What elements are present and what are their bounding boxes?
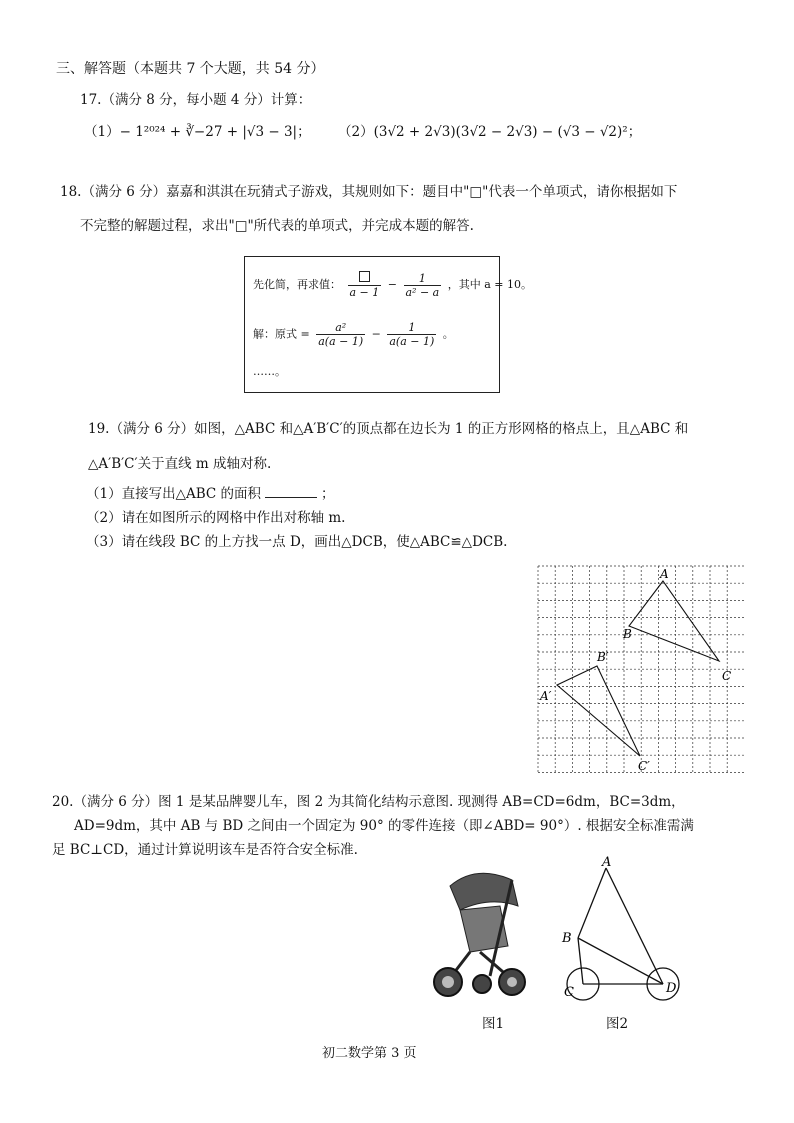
q18-box-frac1-num [348,271,382,286]
fig1-caption: 图1 [482,1016,505,1032]
q20-line1: 20.（满分 6 分）图 1 是某品牌婴儿车，图 2 为其简化结构示意图. 现测得 AB=CD=6dm，BC=3dm， [52,794,685,810]
q18-box-frac1 [348,271,382,299]
q18-box-frac2 [404,272,442,299]
q18-box-line2 [253,321,454,348]
label-C: C [722,669,732,683]
q18-box-suffix: ，其中 a = 10。 [447,278,533,291]
square-placeholder-icon [359,271,370,282]
q19-part1-end: ； [321,486,335,502]
q20-line3: 足 BC⊥CD，通过计算说明该车是否符合安全标准. [52,842,358,858]
page-footer: 初二数学第 3 页 [322,1046,417,1061]
fig2-caption: 图2 [606,1016,629,1032]
q19-part1 [86,482,335,502]
fig2-label-D: D [666,981,677,996]
q17-title: 17.（满分 8 分，每小题 4 分）计算： [80,92,312,108]
q18-box-sol-frac1-num: a² [316,321,365,335]
fig2-label-A: A [602,856,612,870]
q19-part1-text: （1）直接写出△ABC 的面积 [86,486,262,502]
q19-grid-figure [534,562,744,776]
q17-part1 [84,120,311,140]
q20-fig2 [556,856,690,1018]
q17-part1-expr: − 1²⁰²⁴ + ∛−27 + |√3 − 3|； [119,124,311,140]
q18-box-minus: − [387,278,397,291]
q18-box-sol-frac1 [316,321,365,348]
label-B: B [623,627,632,641]
q18-box-line1 [253,271,532,299]
q18-box-prefix: 先化简，再求值： [253,278,341,291]
q18-box-sol-frac2-num: 1 [387,321,436,335]
q19-line1: 19.（满分 6 分）如图，△ABC 和△A′B′C′的顶点都在边长为 1 的正方形网格的格点上，且△ABC 和 [88,421,689,437]
q20-line2: AD=9dm，其中 AB 与 BD 之间由一个固定为 90° 的零件连接（即∠ABD= 90°）. 根据安全标准需满 [74,818,694,834]
q17-part2-expr: (3√2 + 2√3)(3√2 − 2√3) − (√3 − √2)²； [373,124,642,140]
label-A1: A′ [540,689,552,703]
q18-box-sol-prefix: 解：原式 = [253,327,310,341]
square-grid [538,566,744,772]
q19-part3: （3）请在线段 BC 的上方找一点 D，画出△DCB，使△ABC≌△DCB. [86,534,508,550]
triangle-a1b1c1 [557,666,640,756]
q18-box-sol-suffix: 。 [442,327,454,341]
triangle-abc [629,581,719,661]
answer-blank [265,497,317,498]
label-A: A [660,567,669,581]
q17-part1-label: （1） [84,124,120,140]
q18-box-frac1-den: a − 1 [349,286,380,299]
q18-box-ellipsis: ……。 [253,365,286,378]
section-title: 三、解答题（本题共 7 个大题，共 54 分） [56,61,325,77]
fig2-label-B: B [562,931,572,946]
q18-line1: 18.（满分 6 分）嘉嘉和淇淇在玩猜式子游戏，其规则如下：题目中"□"代表一个单项式，请你根据如下 [60,184,678,200]
q18-box [244,256,533,393]
q18-box-sol-frac2 [387,321,436,348]
q19-part2: （2）请在如图所示的网格中作出对称轴 m. [86,510,346,526]
q18-box-sol-frac1-den: a(a − 1) [318,335,364,348]
stroller-photo-icon [420,866,532,1006]
q18-line2: 不完整的解题过程，求出"□"所代表的单项式，并完成本题的解答. [80,218,474,234]
fig2-label-C: C [564,985,574,1000]
label-C1: C′ [638,759,650,773]
q18-box-sol-frac2-den: a(a − 1) [389,335,435,348]
q18-box-frac2-num: 1 [404,272,442,286]
q18-box-frac2-den: a² − a [405,285,440,299]
label-B1: B′ [597,650,609,664]
q19-line2: △A′B′C′关于直线 m 成轴对称. [88,456,272,472]
q17-part2 [338,120,641,140]
q18-box-sol-minus: − [371,327,381,341]
q17-part2-label: （2） [338,124,374,140]
